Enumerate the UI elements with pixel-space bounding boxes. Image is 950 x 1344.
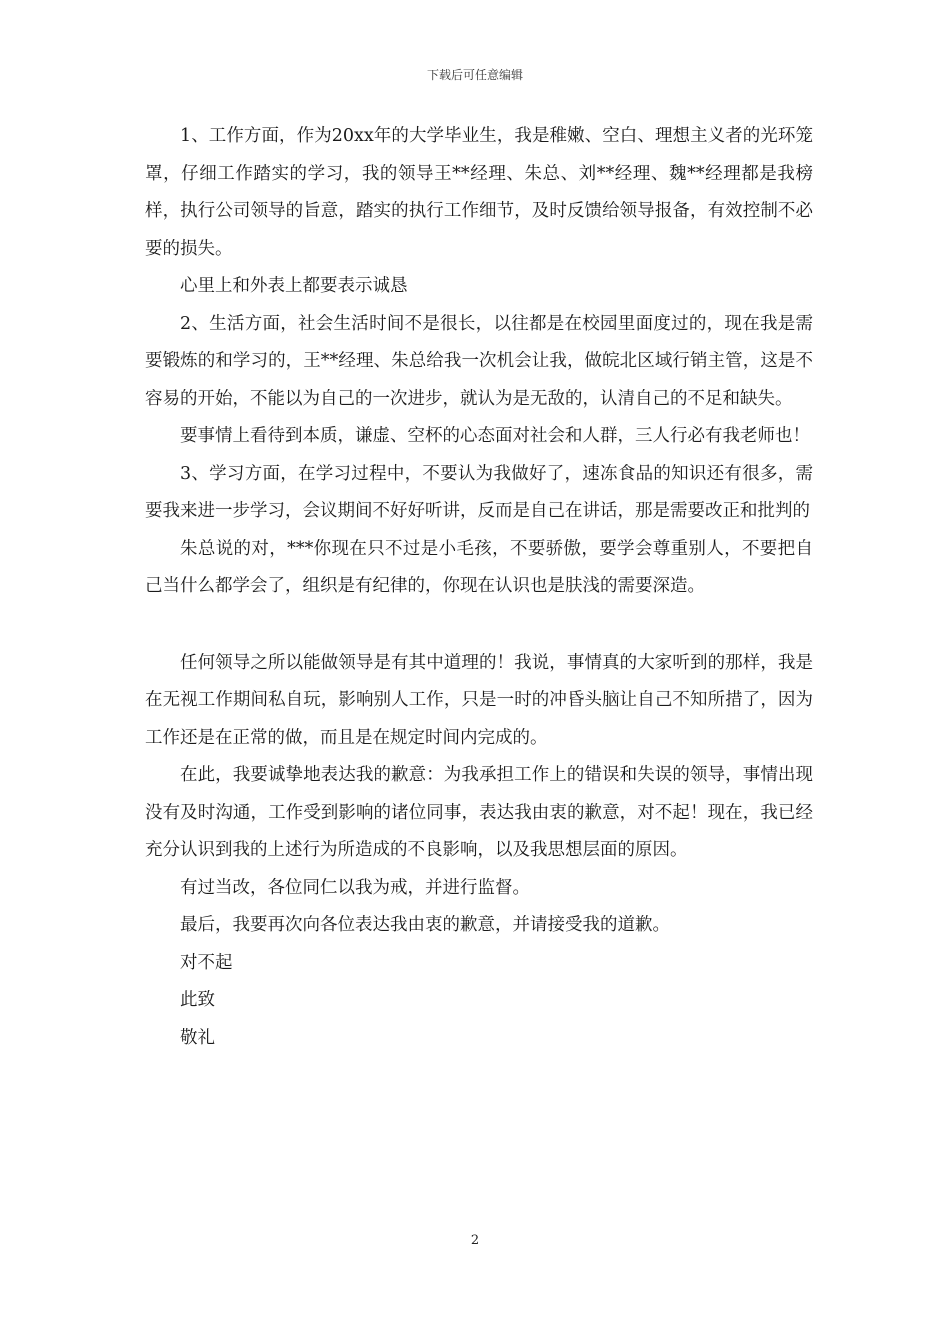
page-header: 下载后可任意编辑 [426, 68, 523, 82]
closing-salutation: 此致 [180, 990, 215, 1010]
paragraph-sincerity: 心里上和外表上都要表示诚恳 [180, 276, 408, 296]
closing-regards: 敬礼 [180, 1027, 215, 1048]
paragraph-study: 3、学习方面，在学习过程中，不要认为我做好了，速冻食品的知识还有很多，需要我来进一步学习，会议期间不好好听讲，反而是自己在讲话，那是需要改正和批判的 [145, 463, 813, 521]
paragraph-sorry: 对不起 [180, 952, 233, 973]
paragraph-final-apology: 最后，我要再次向各位表达我由衷的歉意，并请接受我的道歉。 [180, 915, 670, 935]
paragraph-life: 2、生活方面，社会生活时间不是很长，以往都是在校园里面度过的，现在我是需要锻炼的和学习的，王**经理、朱总给我一次机会让我，做皖北区域行销主管，这是不容易的开始，不能以为自己的一次进步，就认为是无敌的，认清自己的不足和缺失。 [145, 313, 813, 409]
paragraph-apology: 在此，我要诚挚地表达我的歉意：为我承担工作上的错误和失误的领导，事情出现没有及时沟通，工作受到影响的诸位同事，表达我由衷的歉意，对不起！现在，我已经充分认识到我的上述行为所造成的不良影响，以及我思想层面的原因。 [145, 765, 813, 860]
paragraph-respect: 朱总说的对，***你现在只不过是小毛孩，不要骄傲，要学会尊重别人，不要把自己当什么都学会了，组织是有纪律的，你现在认识也是肤浅的需要深造。 [145, 538, 813, 596]
paragraph-supervision: 有过当改，各位同仁以我为戒，并进行监督。 [180, 877, 530, 898]
page-number: 2 [470, 1233, 480, 1248]
paragraph-spacer [145, 606, 813, 645]
paragraph-leadership: 任何领导之所以能做领导是有其中道理的！我说，事情真的大家听到的那样，我是在无视工作期间私自玩，影响别人工作，只是一时的冲昏头脑让自己不知所措了，因为工作还是在正常的做，而且是在规定时间内完成的。 [145, 652, 813, 748]
paragraph-work: 1、工作方面，作为20xx年的大学毕业生，我是稚嫩、空白、理想主义者的光环笼罩，仔细工作踏实的学习，我的领导王**经理、朱总、刘**经理、魏**经理都是我榜样，执行公司领导的旨意，踏实的执行工作细节，及时反馈给领导报备，有效控制不必要的损失。 [145, 126, 813, 259]
document-body [145, 118, 813, 1057]
paragraph-essence: 要事情上看待到本质，谦虚、空杯的心态面对社会和人群，三人行必有我老师也！ [180, 426, 810, 446]
